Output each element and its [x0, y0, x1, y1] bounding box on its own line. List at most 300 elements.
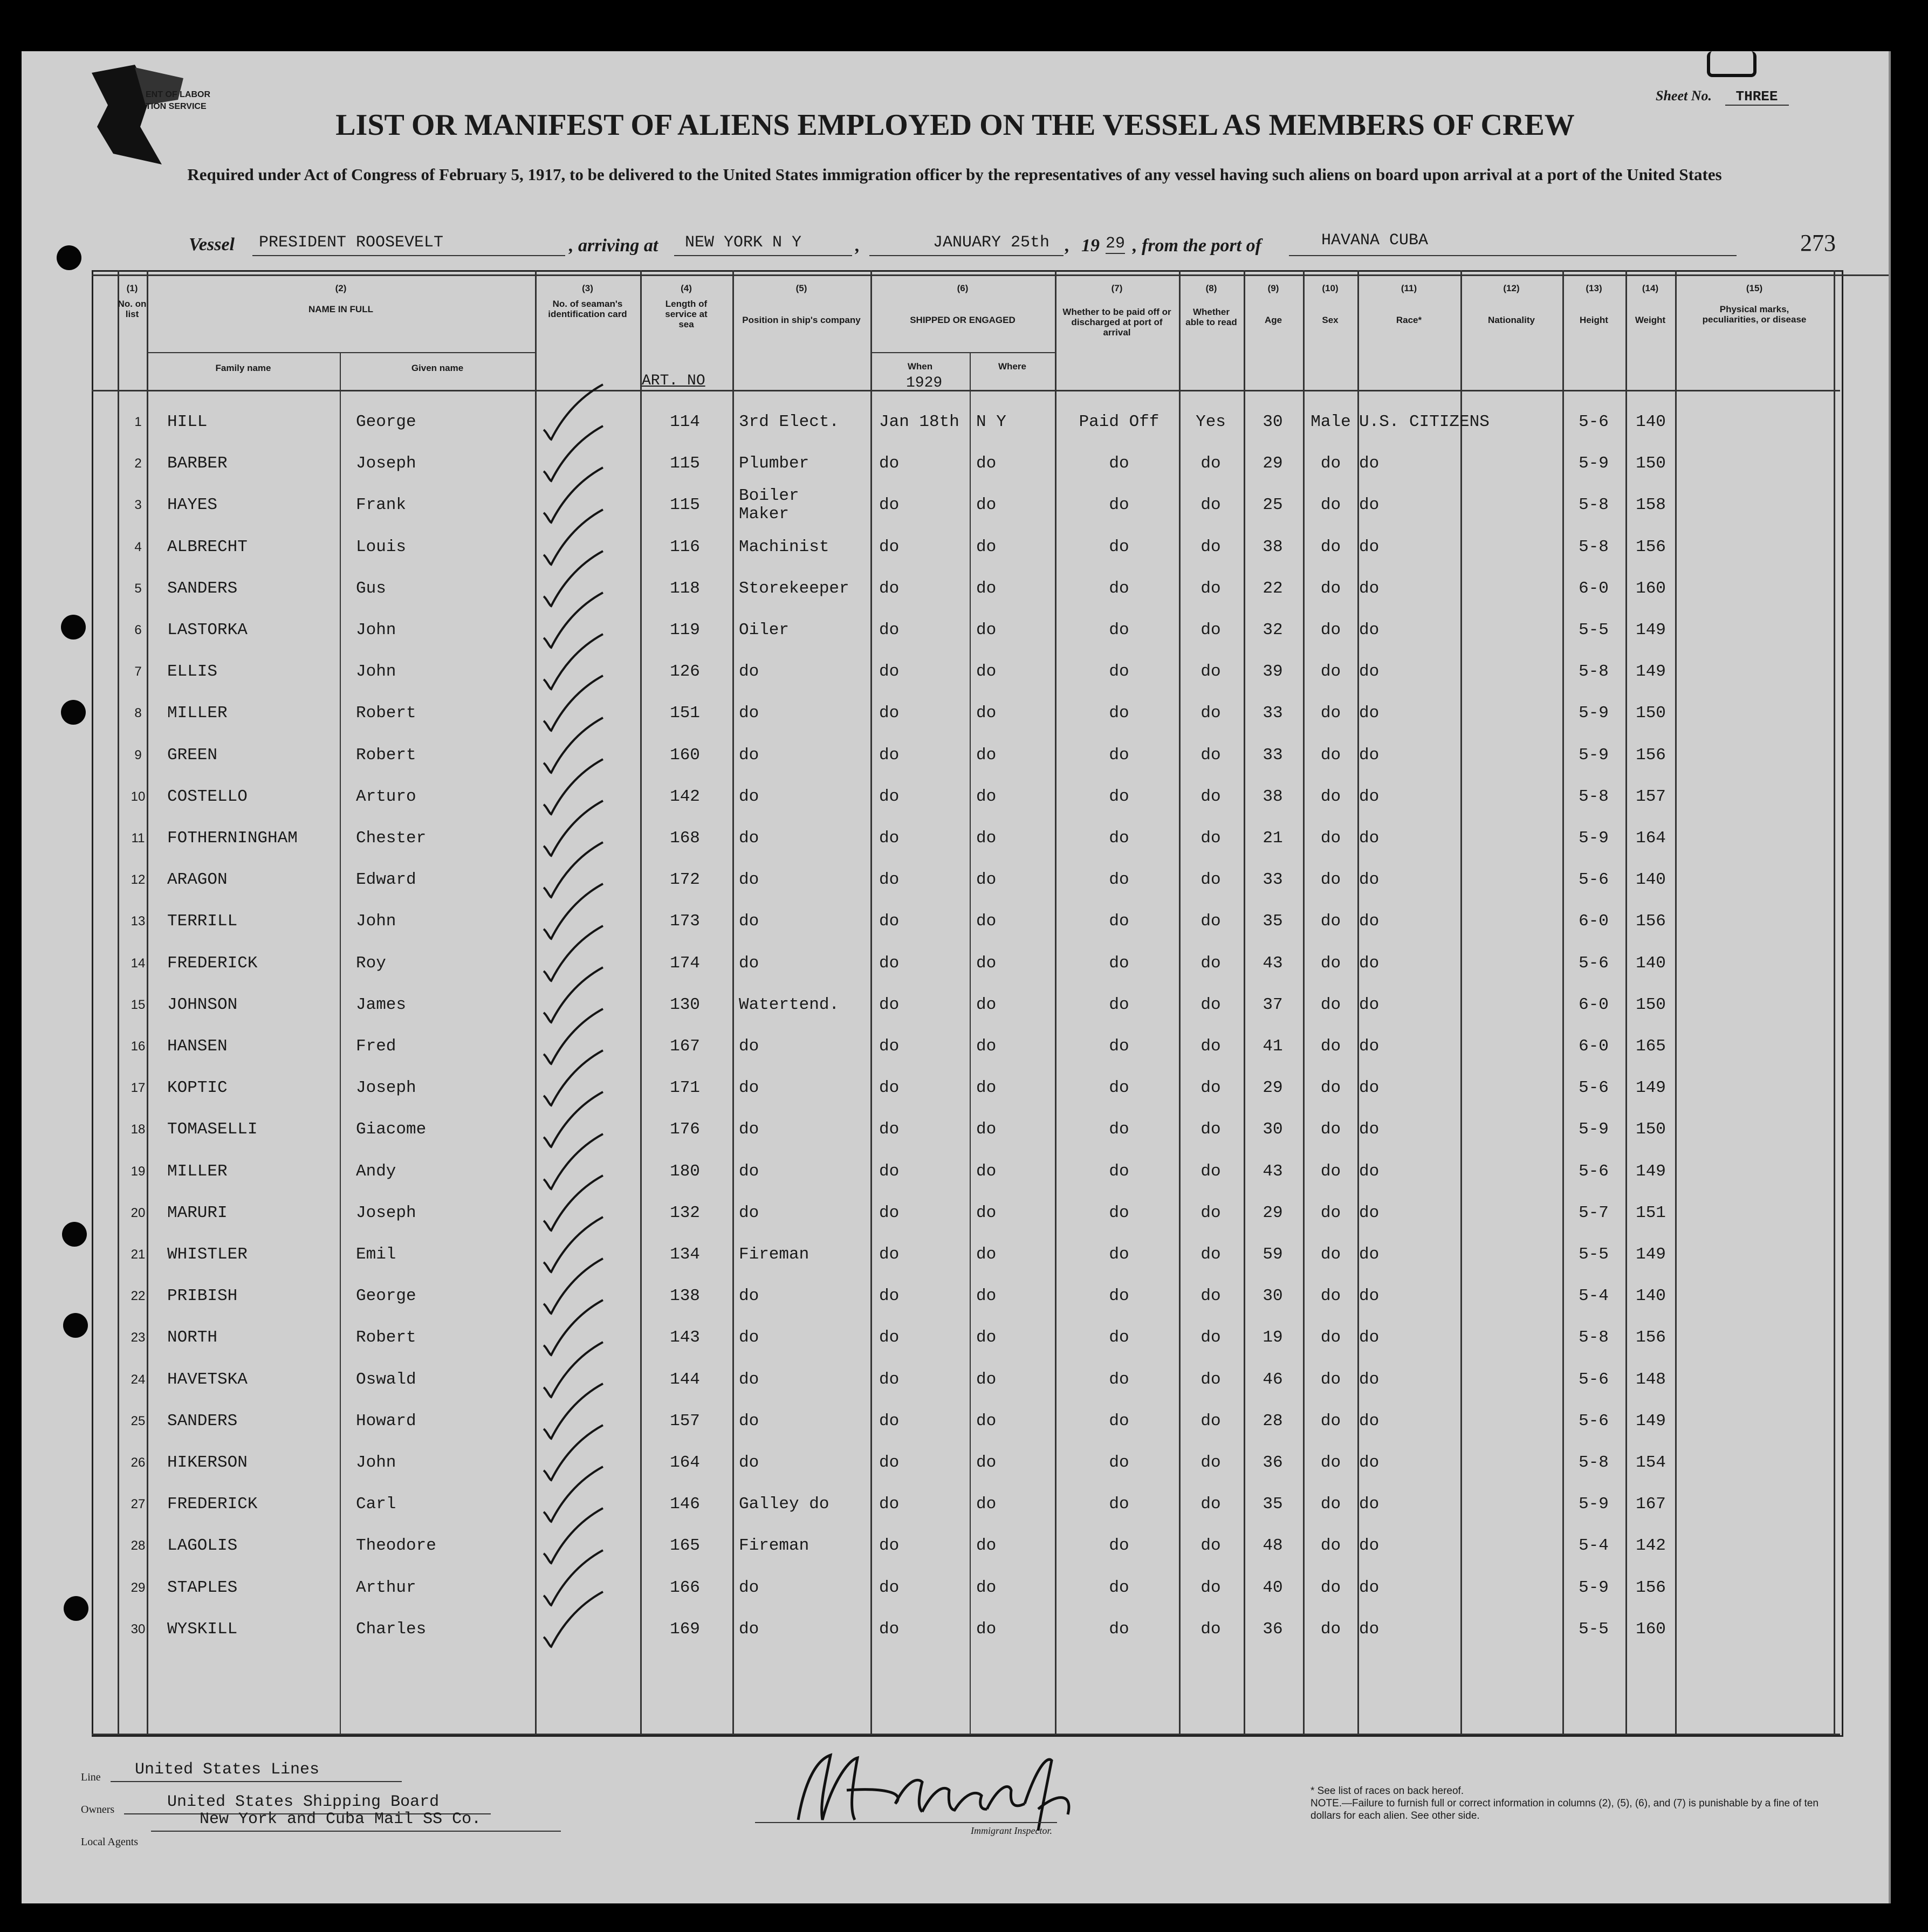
cell-when: do — [879, 621, 900, 640]
sheet-number — [1656, 88, 1789, 105]
cell-when: do — [879, 870, 900, 890]
cell-no: 12 — [131, 872, 146, 888]
cell-paid: do — [1109, 579, 1129, 598]
cell-where: do — [976, 829, 997, 848]
col6a-year: 1929 — [906, 375, 943, 391]
cell-position: do — [739, 912, 759, 931]
cell-no: 24 — [131, 1372, 146, 1387]
cell-height: 5-9 — [1579, 745, 1609, 765]
cell-given: Giacome — [356, 1120, 427, 1139]
cell-when: do — [879, 1578, 900, 1597]
cell-no: 18 — [131, 1122, 146, 1137]
cell-no: 25 — [131, 1413, 146, 1428]
page-subtitle: Required under Act of Congress of February 5, 1917, to be delivered to the United States immigration officer by the representatives of any vessel having such aliens on board upon arrival at a port of the United States — [187, 165, 1722, 184]
cell-where: do — [976, 1245, 997, 1264]
cell-weight: 149 — [1636, 1161, 1666, 1181]
table-row — [22, 1609, 1889, 1650]
cell-sex: do — [1320, 1245, 1341, 1264]
cell-height: 5-6 — [1579, 412, 1609, 431]
cell-no: 20 — [131, 1205, 146, 1220]
cell-paid: do — [1109, 537, 1129, 556]
cell-sex: do — [1320, 1411, 1341, 1431]
cell-height: 5-9 — [1579, 1120, 1609, 1139]
cell-when: do — [879, 1120, 900, 1139]
table-row — [22, 943, 1889, 984]
table-row — [22, 818, 1889, 859]
cell-position: do — [739, 787, 759, 806]
cell-age: 48 — [1263, 1536, 1283, 1556]
cell-paid: do — [1109, 704, 1129, 723]
cell-position: Fireman — [739, 1536, 809, 1556]
cell-age: 25 — [1263, 496, 1283, 515]
binder-hole — [64, 1596, 88, 1621]
cell-no: 23 — [131, 1330, 146, 1345]
cell-position: do — [739, 829, 759, 848]
cell-read: do — [1200, 1037, 1221, 1056]
cell-when: do — [879, 496, 900, 515]
col9-number: (9) — [1267, 283, 1279, 293]
cell-race: do — [1359, 579, 1380, 598]
cell-family: HAVETSKA — [167, 1370, 248, 1389]
cell-age: 43 — [1263, 953, 1283, 973]
cell-no: 5 — [134, 581, 142, 596]
cell-read: do — [1200, 912, 1221, 931]
cell-where: N Y — [976, 412, 1006, 431]
year-prefix: 19 — [1081, 236, 1100, 256]
cell-read: do — [1200, 1203, 1221, 1222]
cell-family: MILLER — [167, 704, 228, 723]
page-number: 273 — [1800, 230, 1836, 256]
cell-given: Theodore — [356, 1536, 436, 1556]
cell-when: do — [879, 1495, 900, 1514]
cell-age: 43 — [1263, 1161, 1283, 1181]
sheet-no-value: THREE — [1725, 88, 1789, 106]
cell-age: 59 — [1263, 1245, 1283, 1264]
cell-art: 138 — [670, 1287, 700, 1306]
cell-position: Fireman — [739, 1245, 809, 1264]
cell-weight: 156 — [1636, 1328, 1666, 1347]
cell-height: 5-5 — [1579, 621, 1609, 640]
cell-height: 5-6 — [1579, 953, 1609, 973]
cell-race: do — [1359, 1619, 1380, 1639]
cell-given: Robert — [356, 745, 416, 765]
cell-sex: do — [1320, 1328, 1341, 1347]
cell-age: 21 — [1263, 829, 1283, 848]
cell-art: 134 — [670, 1245, 700, 1264]
cell-family: MARURI — [167, 1203, 228, 1222]
cell-read: do — [1200, 829, 1221, 848]
cell-read: do — [1200, 953, 1221, 973]
col10-number: (10) — [1322, 283, 1339, 293]
cell-paid: do — [1109, 995, 1129, 1014]
cell-weight: 142 — [1636, 1536, 1666, 1556]
cell-where: do — [976, 745, 997, 765]
cell-race: do — [1359, 995, 1380, 1014]
cell-sex: do — [1320, 1370, 1341, 1389]
cell-weight: 154 — [1636, 1453, 1666, 1472]
cell-age: 37 — [1263, 995, 1283, 1014]
col1-header: No. on list — [118, 299, 147, 319]
cell-where: do — [976, 496, 997, 515]
penalty-note: NOTE.—Failure to furnish full or correct information in columns (2), (5), (6), and (7) is punishable by a fine of ten dollars for each alien. See other side. — [1311, 1798, 1819, 1821]
cell-read: do — [1200, 662, 1221, 682]
table-row — [22, 985, 1889, 1026]
table-row — [22, 402, 1889, 443]
cell-read: do — [1200, 995, 1221, 1014]
table-row — [22, 1193, 1889, 1234]
cell-no: 10 — [131, 789, 146, 804]
cell-race: U.S. CITIZENS — [1359, 412, 1490, 431]
cell-no: 3 — [134, 498, 142, 513]
col6-header: SHIPPED OR ENGAGED — [910, 315, 1016, 325]
cell-weight: 149 — [1636, 621, 1666, 640]
cell-sex: do — [1320, 1161, 1341, 1181]
cell-when: do — [879, 1536, 900, 1556]
cell-where: do — [976, 454, 997, 473]
cell-when: do — [879, 1370, 900, 1389]
cell-no: 16 — [131, 1039, 146, 1054]
cell-when: do — [879, 1078, 900, 1098]
cell-weight: 164 — [1636, 829, 1666, 848]
cell-position: do — [739, 1328, 759, 1347]
col11-number: (11) — [1401, 283, 1417, 293]
race-footnote: * See list of races on back hereof. — [1311, 1785, 1464, 1797]
table-row — [22, 776, 1889, 817]
inspector-signature — [723, 1739, 1133, 1847]
cell-position: do — [739, 1037, 759, 1056]
cell-age: 35 — [1263, 912, 1283, 931]
cell-art: 172 — [670, 870, 700, 890]
cell-given: Edward — [356, 870, 416, 890]
cell-position: do — [739, 745, 759, 765]
cell-art: 142 — [670, 787, 700, 806]
cell-when: do — [879, 579, 900, 598]
col4-number: (4) — [681, 283, 692, 293]
cell-weight: 140 — [1636, 953, 1666, 973]
cell-race: do — [1359, 1037, 1380, 1056]
cell-age: 35 — [1263, 1495, 1283, 1514]
cell-where: do — [976, 1161, 997, 1181]
table-row — [22, 901, 1889, 942]
col14-number: (14) — [1642, 283, 1659, 293]
cell-race: do — [1359, 454, 1380, 473]
cell-art: 157 — [670, 1411, 700, 1431]
stamp-line-1: ENT OF LABOR — [146, 90, 210, 99]
cell-paid: do — [1109, 496, 1129, 515]
cell-art: 173 — [670, 912, 700, 931]
cell-read: do — [1200, 1245, 1221, 1264]
checkmark-icon — [539, 1590, 609, 1649]
cell-no: 14 — [131, 955, 146, 971]
cell-height: 6-0 — [1579, 1037, 1609, 1056]
cell-height: 6-0 — [1579, 579, 1609, 598]
cell-race: do — [1359, 662, 1380, 682]
cell-read: do — [1200, 1161, 1221, 1181]
cell-family: ELLIS — [167, 662, 218, 682]
cell-family: FREDERICK — [167, 1495, 258, 1514]
cell-height: 5-8 — [1579, 537, 1609, 556]
cell-given: Fred — [356, 1037, 396, 1056]
cell-height: 5-6 — [1579, 1161, 1609, 1181]
cell-height: 5-6 — [1579, 1370, 1609, 1389]
cell-paid: do — [1109, 621, 1129, 640]
cell-family: STAPLES — [167, 1578, 238, 1597]
cell-paid: do — [1109, 1453, 1129, 1472]
cell-given: Arturo — [356, 787, 416, 806]
col11-header: Race* — [1396, 315, 1422, 325]
cell-age: 36 — [1263, 1453, 1283, 1472]
cell-read: do — [1200, 1411, 1221, 1431]
cell-age: 32 — [1263, 621, 1283, 640]
cell-art: 180 — [670, 1161, 700, 1181]
cell-sex: do — [1320, 953, 1341, 973]
col1-number: (1) — [126, 283, 138, 293]
col12-header: Nationality — [1488, 315, 1535, 325]
cell-height: 5-8 — [1579, 662, 1609, 682]
cell-weight: 149 — [1636, 662, 1666, 682]
cell-family: FOTHERNINGHAM — [167, 829, 298, 848]
cell-height: 5-7 — [1579, 1203, 1609, 1222]
cell-paid: do — [1109, 454, 1129, 473]
cell-art: 165 — [670, 1536, 700, 1556]
cell-position: do — [739, 1453, 759, 1472]
cell-paid: do — [1109, 870, 1129, 890]
cell-sex: do — [1320, 912, 1341, 931]
col3-header: No. of seaman's identification card — [548, 299, 627, 319]
cell-read: do — [1200, 537, 1221, 556]
vessel-label: Vessel — [189, 235, 235, 255]
cell-read: do — [1200, 1536, 1221, 1556]
cell-paid: Paid Off — [1079, 412, 1159, 431]
cell-art: 143 — [670, 1328, 700, 1347]
cell-sex: do — [1320, 454, 1341, 473]
cell-age: 46 — [1263, 1370, 1283, 1389]
cell-art: 114 — [670, 412, 700, 431]
cell-height: 5-5 — [1579, 1619, 1609, 1639]
cell-read: Yes — [1196, 412, 1226, 431]
voyage-line: Vessel PRESIDENT ROOSEVELT , arriving at NEW YORK N Y , JANUARY 25th , 19 29 , from the port of HAVANA CUBA — [189, 229, 1861, 259]
cell-sex: do — [1320, 745, 1341, 765]
table-row — [22, 1276, 1889, 1317]
cell-sex: do — [1320, 621, 1341, 640]
table-row — [22, 1484, 1889, 1525]
cell-paid: do — [1109, 1161, 1129, 1181]
cell-no: 29 — [131, 1580, 146, 1595]
cell-sex: do — [1320, 1536, 1341, 1556]
cell-height: 6-0 — [1579, 912, 1609, 931]
cell-race: do — [1359, 745, 1380, 765]
cell-when: do — [879, 912, 900, 931]
cell-height: 5-9 — [1579, 454, 1609, 473]
cell-age: 30 — [1263, 1120, 1283, 1139]
cell-when: do — [879, 704, 900, 723]
cell-height: 5-4 — [1579, 1287, 1609, 1306]
year-suffix: 29 — [1106, 235, 1126, 253]
cell-family: TERRILL — [167, 912, 238, 931]
cell-read: do — [1200, 787, 1221, 806]
cell-weight: 165 — [1636, 1037, 1666, 1056]
col2b-header: Given name — [411, 363, 464, 373]
col9-header: Age — [1264, 315, 1282, 325]
cell-race: do — [1359, 829, 1380, 848]
cell-race: do — [1359, 1495, 1380, 1514]
cell-position: do — [739, 1411, 759, 1431]
cell-given: John — [356, 621, 396, 640]
table-row — [22, 1567, 1889, 1608]
cell-given: Carl — [356, 1495, 396, 1514]
cell-where: do — [976, 1078, 997, 1098]
cell-when: do — [879, 953, 900, 973]
cell-race: do — [1359, 621, 1380, 640]
cell-read: do — [1200, 1619, 1221, 1639]
cell-paid: do — [1109, 1370, 1129, 1389]
cell-given: Joseph — [356, 454, 416, 473]
cell-art: 151 — [670, 704, 700, 723]
cell-paid: do — [1109, 829, 1129, 848]
cell-position: Plumber — [739, 454, 809, 473]
cell-sex: do — [1320, 704, 1341, 723]
cell-height: 5-5 — [1579, 1245, 1609, 1264]
cell-given: Louis — [356, 537, 407, 556]
vessel-underline — [252, 255, 565, 256]
cell-sex: do — [1320, 1453, 1341, 1472]
cell-family: HANSEN — [167, 1037, 228, 1056]
cell-where: do — [976, 1203, 997, 1222]
cell-no: 28 — [131, 1538, 146, 1553]
cell-weight: 150 — [1636, 1120, 1666, 1139]
cell-age: 33 — [1263, 704, 1283, 723]
col15-number: (15) — [1746, 283, 1763, 293]
cell-weight: 150 — [1636, 704, 1666, 723]
cell-race: do — [1359, 1328, 1380, 1347]
cell-where: do — [976, 1619, 997, 1639]
cell-where: do — [976, 1037, 997, 1056]
col7-number: (7) — [1111, 283, 1123, 293]
cell-weight: 160 — [1636, 1619, 1666, 1639]
cell-family: SANDERS — [167, 1411, 238, 1431]
cell-given: Gus — [356, 579, 386, 598]
cell-position: 3rd Elect. — [739, 412, 840, 431]
cell-art: 168 — [670, 829, 700, 848]
table-row — [22, 1401, 1889, 1442]
cell-when: do — [879, 745, 900, 765]
cell-weight: 167 — [1636, 1495, 1666, 1514]
col12-number: (12) — [1503, 283, 1520, 293]
cell-when: do — [879, 1245, 900, 1264]
cell-no: 9 — [134, 747, 142, 762]
line-value: United States Lines — [135, 1761, 320, 1779]
cell-paid: do — [1109, 1203, 1129, 1222]
cell-position: Galley do — [739, 1495, 829, 1514]
col6b-header: Where — [998, 361, 1026, 372]
cell-read: do — [1200, 704, 1221, 723]
cell-sex: do — [1320, 1578, 1341, 1597]
cell-paid: do — [1109, 1078, 1129, 1098]
cell-given: George — [356, 412, 416, 431]
col4-value: ART. NO — [642, 373, 705, 389]
cell-no: 27 — [131, 1497, 146, 1512]
cell-weight: 140 — [1636, 1287, 1666, 1306]
cell-no: 15 — [131, 997, 146, 1012]
col5-number: (5) — [795, 283, 807, 293]
cell-given: John — [356, 912, 396, 931]
cell-where: do — [976, 1578, 997, 1597]
cell-position: do — [739, 662, 759, 682]
cell-height: 5-9 — [1579, 829, 1609, 848]
sheet-label: Sheet No. — [1656, 88, 1712, 104]
footnotes — [1311, 1785, 1828, 1822]
cell-paid: do — [1109, 1328, 1129, 1347]
cell-sex: do — [1320, 537, 1341, 556]
cell-paid: do — [1109, 1037, 1129, 1056]
cell-weight: 156 — [1636, 745, 1666, 765]
cell-sex: do — [1320, 1120, 1341, 1139]
cell-when: do — [879, 1619, 900, 1639]
cell-where: do — [976, 621, 997, 640]
cell-read: do — [1200, 621, 1221, 640]
cell-given: Joseph — [356, 1203, 416, 1222]
cell-when: do — [879, 1161, 900, 1181]
cell-race: do — [1359, 1287, 1380, 1306]
cell-no: 17 — [131, 1081, 146, 1096]
cell-weight: 151 — [1636, 1203, 1666, 1222]
cell-race: do — [1359, 496, 1380, 515]
cell-read: do — [1200, 1287, 1221, 1306]
binder-hole — [61, 615, 86, 640]
cell-read: do — [1200, 870, 1221, 890]
cell-race: do — [1359, 870, 1380, 890]
line-label: Line — [81, 1771, 101, 1783]
cell-weight: 148 — [1636, 1370, 1666, 1389]
cell-position: do — [739, 953, 759, 973]
cell-family: HAYES — [167, 496, 218, 515]
cell-race: do — [1359, 953, 1380, 973]
manifest-sheet — [22, 51, 1889, 1903]
page-title: LIST OR MANIFEST OF ALIENS EMPLOYED ON THE VESSEL AS MEMBERS OF CREW — [335, 108, 1575, 142]
cell-height: 5-6 — [1579, 870, 1609, 890]
cell-no: 13 — [131, 914, 146, 929]
table-row — [22, 1068, 1889, 1109]
cell-no: 19 — [131, 1164, 146, 1179]
paper-clip-mark — [1707, 51, 1757, 77]
cell-read: do — [1200, 496, 1221, 515]
cell-family: COSTELLO — [167, 787, 248, 806]
cell-paid: do — [1109, 787, 1129, 806]
cell-weight: 157 — [1636, 787, 1666, 806]
cell-race: do — [1359, 1370, 1380, 1389]
cell-position: do — [739, 1578, 759, 1597]
cell-art: 171 — [670, 1078, 700, 1098]
cell-sex: do — [1320, 787, 1341, 806]
cell-family: BARBER — [167, 454, 228, 473]
agents-label: Local Agents — [81, 1836, 139, 1848]
cell-height: 5-6 — [1579, 1411, 1609, 1431]
cell-given: Charles — [356, 1619, 427, 1639]
cell-position: do — [739, 1161, 759, 1181]
cell-height: 6-0 — [1579, 995, 1609, 1014]
cell-no: 7 — [134, 664, 142, 679]
cell-age: 40 — [1263, 1578, 1283, 1597]
col3-number: (3) — [582, 283, 593, 293]
cell-weight: 160 — [1636, 579, 1666, 598]
cell-when: do — [879, 1037, 900, 1056]
cell-weight: 156 — [1636, 912, 1666, 931]
cell-no: 30 — [131, 1621, 146, 1637]
cell-where: do — [976, 662, 997, 682]
cell-art: 144 — [670, 1370, 700, 1389]
cell-when: do — [879, 1453, 900, 1472]
cell-family: LASTORKA — [167, 621, 248, 640]
